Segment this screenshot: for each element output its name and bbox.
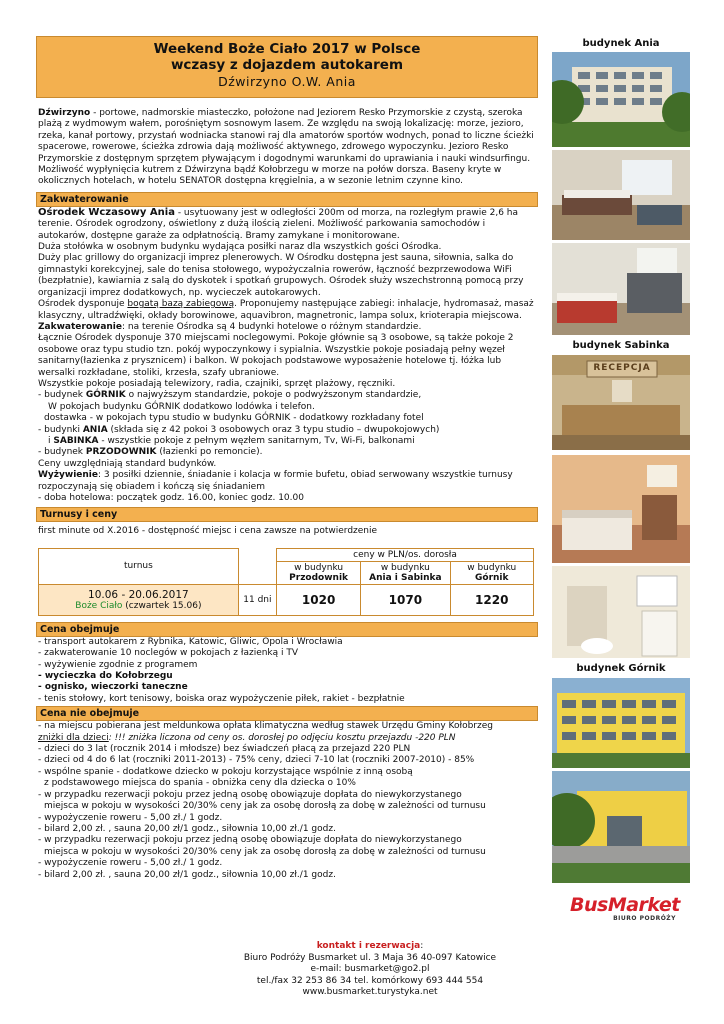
child-discount-text: : !!! zniżka liczona od ceny os. dorosłej po odjęciu kosztu przejazdu -220 PLN [108, 732, 456, 743]
page-title: Weekend Boże Ciało 2017 w Polsce [153, 41, 421, 57]
col-przodownik-l2: Przodownik [289, 572, 349, 583]
b4-name: PRZODOWNIK [85, 447, 157, 458]
included-list [36, 637, 538, 705]
list-item: - ognisko, wieczorki taneczne [38, 682, 188, 693]
logo-text: BusMarket [570, 894, 680, 916]
lodging-label: Zakwaterowanie [38, 321, 122, 332]
contact-phone: tel./fax 32 253 86 34 tel. komórkowy 693 444 554 [256, 975, 484, 986]
section-excluded: Cena nie obejmuje [36, 706, 538, 721]
list-item: - transport autokarem z Rybnika, Katowic, Gliwic, Opola i Wrocławia [38, 636, 343, 647]
acc-p3: Duży plac grillowy do organizacji imprez plenerowych. W Ośrodku dostępna jest sauna, siłownia, salka do gimnastyki korekcyjnej, sale do tenisa stołowego, wypożyczalnia rowerów, łączność bezprzewodowa WiFi (bezpłatnie), kawiarnia z salą do dyskotek i spotkań grupowych. Ośrodek służy wszechstronną pomocą przy organizacji imprez dodatkowych, np. wycieczek autokarowych. [38, 253, 524, 298]
list-item: - tenis stołowy, kort tenisowy, boiska oraz wypożyczenie piłek, rakiet - bezpłatnie [38, 693, 405, 704]
room-image [552, 243, 690, 335]
excl-l8: miejsca w pokoju w wysokości 20/30% ceny jak za osobę dorosłą za dobę w zależności od turnusu [44, 801, 486, 812]
price-ania-sabinka: 1070 [361, 584, 450, 615]
holiday-note: (czwartek 15.06) [122, 600, 202, 611]
contact-title: kontakt i rezerwacja [316, 941, 421, 951]
reception-sign: RECEPCJA [593, 363, 651, 373]
intro-text [36, 108, 538, 188]
b3-name: SABINKA [53, 435, 99, 446]
price-gornik: 1220 [450, 584, 534, 615]
col-turnus-header: turnus [39, 548, 239, 584]
contact-email[interactable]: e-mail: busmarket@go2.pl [310, 964, 430, 974]
b1-text: o najwyższym standardzie, pokoje o podwyższonym standardzie, [125, 390, 422, 401]
excl-l12: miejsca w pokoju w wysokości 20/30% ceny jak za osobę dorosłą za dobę w zależności od turnusu [44, 846, 486, 857]
b3-pre: i [48, 435, 54, 446]
terms-note: first minute od X.2016 - dostępność miejsc i cena zawsze na potwierdzenie [38, 526, 378, 537]
bathroom-image [552, 566, 690, 658]
building-gornik-entrance-image [552, 771, 690, 883]
intro-place: Dźwirzyno [38, 108, 91, 118]
acc-p4a: Ośrodek dysponuje [38, 299, 128, 310]
b1-pre: - budynek [38, 390, 86, 401]
price-przodownik: 1020 [277, 584, 361, 615]
section-terms: Turnusy i ceny [36, 507, 538, 522]
col-przodownik-header [277, 561, 361, 584]
contact-block [200, 941, 540, 999]
label-budynek-sabinka: budynek Sabinka [572, 340, 670, 351]
contact-colon: : [420, 941, 424, 951]
col-price-header: ceny w PLN/os. dorosła [277, 548, 534, 561]
photo-ania-room2 [552, 243, 690, 335]
days-header-empty [238, 548, 276, 584]
section-accommodation: Zakwaterowanie [36, 192, 538, 207]
acc-p5: : na terenie Ośrodka są 4 budynki hotelowe o różnym standardzie. [121, 321, 422, 332]
title-banner [36, 36, 538, 98]
b1-l2: W pokojach budynku GÓRNIK dodatkowo lodówka i telefon. [48, 401, 315, 412]
label-budynek-ania: budynek Ania [582, 38, 660, 49]
photo-sabinka-bathroom [552, 566, 690, 658]
excl-l6: z podstawowego miejsca do spania - obniżka ceny dla dziecka o 10% [44, 778, 356, 789]
busmarket-logo [570, 895, 680, 925]
accommodation-text [36, 207, 538, 505]
label-budynek-gornik: budynek Górnik [576, 663, 666, 674]
b3-text: - wszystkie pokoje z pełnym węzłem sanitarnym, Tv, Wi-Fi, balkonami [98, 435, 415, 446]
table-row [39, 584, 534, 615]
excl-l11: - w przypadku rezerwacji pokoju przez jedną osobę obowiązuje dopłata do niewykorzystanego [38, 835, 462, 846]
contact-address: Biuro Podróży Busmarket ul. 3 Maja 36 40-097 Katowice [243, 952, 497, 963]
excl-l9: - wypożyczenie roweru - 5,00 zł./ 1 godz. [38, 812, 223, 823]
acc-p6: Łącznie Ośrodek dysponuje 370 miejscami noclegowymi. Pokoje głównie są 3 osobowe, są także pokoje 2 osobowe oraz typu studio tzn. pokój wypoczynkowy i sypialnia. Wszystkie pokoje posiadają pełny węzeł sanitarny(łazienka z prysznicem) i balkon. W pokojach podstawowe wyposażenie hotelowe tj. łóżka lub wersalki rozkładane, stoliki, krzesła, szafy ubraniowe. [38, 333, 514, 378]
col-gornik-header [450, 561, 534, 584]
list-item: - wycieczka do Kołobrzegu [38, 671, 173, 682]
building-gornik-image [552, 678, 690, 768]
logo-subtitle: BIURO PODRÓŻY [613, 915, 676, 922]
col-gornik-l1: w budynku [467, 562, 517, 573]
acc-p8: Ceny uwzględniają standard budynków. [38, 458, 217, 469]
building-ania-image [552, 52, 690, 147]
excl-l13: - wypożyczenie roweru - 5,00 zł./ 1 godz. [38, 858, 223, 869]
turnus-dates: 10.06 - 20.06.2017 [88, 588, 189, 601]
list-item: - wyżywienie zgodnie z programem [38, 659, 198, 670]
meals-label: Wyżywienie [38, 470, 98, 481]
resort-name: Ośrodek Wczasowy Ania [38, 206, 175, 218]
intro-body: - portowe, nadmorskie miasteczko, położone nad Jeziorem Resko Przymorskie z czystą, szeroka plażą z wydmowym wałem, porośniętym sosnowym lasem. Ze względu na swoją lokalizację: morze, jezioro, rzeka, kanał portowy, przystań wodniacka stanowi raj dla amatorów sportów wodnych, ponad to liczne ścieżki spacerowe, rowerowe, ścieżka zdrowia dają możliwość aktywnego, zdrowego wypoczynku. Jezioro Resko Przymorskie z dostępnym sprzętem pływającym i dogodnymi warunkami do uprawiania i nauki windsurfingu. Możliwość wypłynięcia kutrem z Dźwirzyna bądź Kołobrzegu w morze na połów dorsza. Baseny kryte w okolicznych hotelach, w hotelu SENATOR dostępna kręgielnia, a w sezonie letnim czynne kino. [38, 108, 534, 187]
turnus-cell [39, 584, 239, 615]
page-subtitle: Dźwirzyno O.W. Ania [218, 74, 356, 89]
b4-text: (łazienki po remoncie). [156, 447, 263, 458]
excl-l3: - dzieci do 3 lat (rocznik 2014 i młodsze) bez świadczeń płacą za przejazd 220 PLN [38, 744, 411, 755]
acc-p10: - doba hotelowa: początek godz. 16.00, koniec godz. 10.00 [38, 493, 304, 503]
excl-l14: - bilard 2,00 zł. , sauna 20,00 zł/1 godz., siłownia 10,00 zł./1 godz. [38, 869, 336, 880]
excl-l4: - dzieci od 4 do 6 lat (roczniki 2011-2013) - 75% ceny, dzieci 7-10 lat (roczniki 2007-2010) - 85% [38, 755, 475, 766]
room-image [552, 150, 690, 240]
price-table [38, 548, 534, 616]
excl-l1: - na miejscu pobierana jest meldunkowa opłata klimatyczna według stawek Urzędu Gminy Kołobrzeg [38, 721, 493, 732]
holiday-label: Boże Ciało [75, 600, 123, 611]
b1-l3: dostawka - w pokojach typu studio w budynku GÓRNIK - dodatkowy rozkładany fotel [44, 413, 424, 424]
col-ania-header [361, 561, 450, 584]
b2-pre: - budynki [38, 424, 83, 435]
col-ania-l2: Ania i Sabinka [369, 572, 442, 583]
section-included: Cena obejmuje [36, 622, 538, 637]
page-title-line2: wczasy z dojazdem autokarem [170, 57, 404, 73]
col-ania-l1: w budynku [380, 562, 430, 573]
acc-p4b: . Proponujemy następujące zabiegi: inhalacje, hydromasaż, masaż klasyczny, ultradźwięki, okłady borowinowe, aquavibron, magnetronic, lampa solux, krioterapia miejscowa. [38, 299, 534, 321]
acc-p2: Duża stołówka w osobnym budynku wydająca posiłki naraz dla wszystkich gości Ośrodka. [38, 242, 442, 253]
excluded-list [36, 721, 538, 881]
photo-ania-room1 [552, 150, 690, 240]
b1-name: GÓRNIK [85, 390, 126, 401]
photo-ania-exterior [552, 52, 690, 147]
acc-p9: : 3 posiłki dziennie, śniadanie i kolacja w formie bufetu, obiad serwowany wszystkie turnusy rozpoczynają się obiadem i kończą się śniadaniem [38, 470, 513, 492]
child-discount-label: zniżki dla dzieci [38, 732, 109, 743]
photo-sabinka-room [552, 455, 690, 563]
photo-gornik-entrance [552, 771, 690, 883]
b2-name: ANIA [82, 424, 108, 435]
acc-p7: Wszystkie pokoje posiadają telewizory, radia, czajniki, sprzęt plażowy, ręczniki. [38, 378, 396, 389]
excl-l7: - w przypadku rezerwacji pokoju przez jedną osobę obowiązuje dopłata do niewykorzystanego [38, 789, 462, 800]
b2-text: (składa się z 42 pokoi 3 osobowych oraz 3 typu studio – dwupokojowych) [107, 424, 440, 435]
main-content [36, 36, 538, 881]
contact-website[interactable]: www.busmarket.turystyka.net [302, 987, 438, 997]
treatments-link[interactable]: bogatą bazą zabiegową [127, 299, 235, 310]
room-image [552, 455, 690, 563]
excl-l5: - wspólne spanie - dodatkowe dziecko w pokoju korzystające wspólnie z inną osobą [38, 766, 413, 777]
days-cell: 11 dni [238, 584, 276, 615]
b4-pre: - budynek [38, 447, 86, 458]
acc-p1: - usytuowany jest w odległości 200m od morza, na rozległym prawie 2,6 ha terenie. Ośrodek ogrodzony, oświetlony z dużą ilością zieleni. Możliwość parkowania samochodów i autokarów, dostępne garaże za odpłatnością. Bramy zamykane i monitorowane. [38, 207, 518, 241]
photo-sabinka-reception [552, 355, 690, 450]
excl-l10: - bilard 2,00 zł. , sauna 20,00 zł/1 godz., siłownia 10,00 zł./1 godz. [38, 823, 336, 834]
list-item: - zakwaterowanie 10 noclegów w pokojach z łazienką i TV [38, 648, 299, 659]
photo-gornik-exterior [552, 678, 690, 768]
col-przodownik-l1: w budynku [294, 562, 344, 573]
col-gornik-l2: Górnik [475, 572, 509, 583]
